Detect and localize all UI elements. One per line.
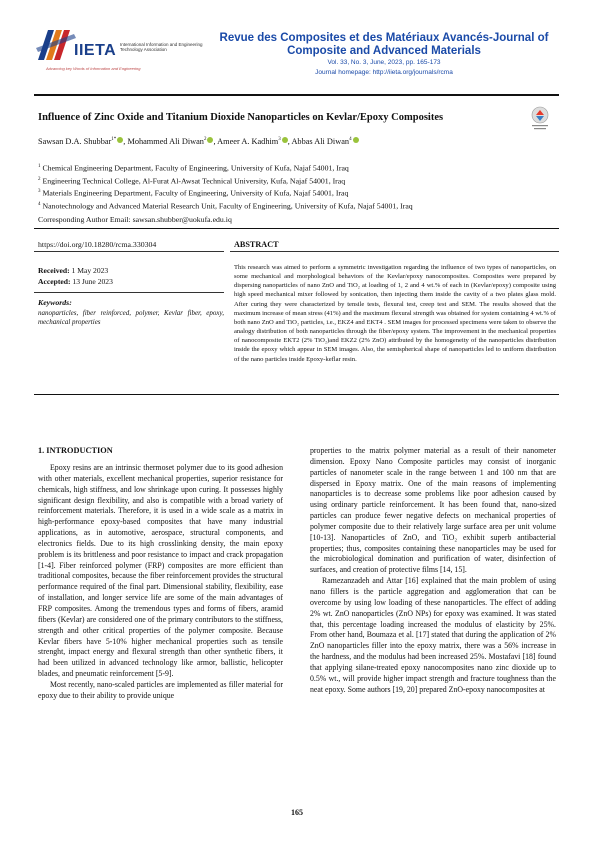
affiliation-text: Engineering Technical College, Al-Furat Al-Awsat Technical University, Kufa, Najaf 54001, Iraq xyxy=(42,176,346,186)
affiliation-item xyxy=(38,161,558,174)
crossmark-icon[interactable] xyxy=(530,106,550,132)
paragraph: Ramezanzadeh and Attar [16] explained that the main problem of using nano fillers is the particle aggregation and agglomeration that can be overcome by using low loading of these nanoparticles. The effect of adding 2% wt. ZnO nanoparticles (ZnO NPs) for epoxy was examined. It was stated that, this percentage loading increased the modulus of elasticity by 25%. From other hand, Boumaza et al. [17] stated that during the application of 2% ZnO nanoparticles filler into the epoxy matrix, there was a 56% increase in the hardness, and the modulus had been increased 25%. Mostafavi [18] found that applying silane-treated epoxy nanocomposites nano zinc dioxide up to 0.5% wt., will provide higher impact strength and fracture toughness than the neat epoxy. Some authors [19, 20] prepared ZnO-epoxy nanocomposites at xyxy=(310,576,556,694)
journal-volume-info: Vol. 33, No. 3, June, 2023, pp. 165-173 xyxy=(327,59,441,66)
homepage-link[interactable]: http://iieta.org/journals/rcma xyxy=(372,69,453,76)
affiliation-item xyxy=(38,199,558,212)
abstract-bottom-divider xyxy=(34,394,559,395)
dates-divider xyxy=(34,292,224,293)
homepage-label: Journal homepage: xyxy=(315,69,373,76)
affiliation-number: 4 xyxy=(38,201,41,207)
affiliation-number: 1 xyxy=(38,164,41,169)
doi-link[interactable]: https://doi.org/10.18280/rcma.330304 xyxy=(38,240,157,249)
abstract-divider xyxy=(230,251,559,252)
header-divider xyxy=(34,94,559,96)
author-name: Ameer A. Kadhim xyxy=(217,137,279,146)
orcid-icon[interactable] xyxy=(282,137,288,143)
keywords-label: Keywords: xyxy=(38,298,72,307)
logo-text: IIETA xyxy=(74,42,117,59)
paragraph: properties to the matrix polymer material as a result of their nanometer dimension. Epoxy Nano Composite particles may consist of inorganic particles of nanometer scale in the range between 1 and 100 nm that are dispersed in Epoxy matrix. One of the main reasons of implementing nanoparticles is to decrease some problems like poor adhesion caused by using ordinary particle reinforcement. It has been found that, nano-sized particles can produce fewer negative defects on mechanical properties of polymer composite due to their relatively large surface area per unit volume [10-13]. Nanoparticles of ZnO, and TiO₂ exhibit superb antibacterial properties; thus, composites containing these nanoparticles may be used for the microbiological domination and purification of water, disinfection of surfaces, and creation of protective films [14, 15]. xyxy=(310,446,556,575)
page-number: 165 xyxy=(291,808,303,817)
received-date xyxy=(38,266,108,275)
author-name: Sawsan D.A. Shubbar xyxy=(38,137,112,146)
affiliation-text: Materials Engineering Department, Faculty of Engineering, University of Kufa, Najaf 54001, Iraq xyxy=(42,188,349,198)
paragraph: Most recently, nano-scaled particles are implemented as filler material for epoxy due to their ability to provide unique xyxy=(38,679,283,700)
accepted-label: Accepted: xyxy=(38,277,71,286)
affiliation-divider xyxy=(34,228,559,229)
author-list: Sawsan D.A. Shubbar$^{1*}$ , Mohammed Ali Diwan$^2$ , Ameer A. Kadhim$^3$ , Abbas Ali Diwan$^4$ xyxy=(38,137,538,146)
orcid-icon[interactable] xyxy=(353,137,359,143)
journal-homepage xyxy=(214,69,554,76)
abstract-text: This research was aimed to perform a symmetric investigation regarding the influence of two types of nanoparticles, on some mechanical and morphological behaviors of the Kevlar/epoxy nanocomposites. Composites were prepared by dispersing nanoparticles of nano ZnO and TiO₂ at loading of 1, 2 and 4 wt.% of each in (Kevlar/epoxy) composite using high speed mechanical mixer followed by sonication, then injecting them inside the cavity of a two plates glass mold. After curing they were characterized by tensile tests, flexural test, creep test and SEM. The results showed that the maximum increase of mean stress (41%) and the maximum flexural strength was obtained for system containing 4 wt.% of both nano ZnO and TiO₂ particles, i.e., EKZ4 and EKT4 . SEM images for processed specimens were taken to observe the analogy distribution of both nanoparticles through the fiber/epoxy system. The improvement in the mechanical properties of nanocomposite EKT2 (2% TiO₂)and EKZ2 (2% ZnO) attributed by the homogeneity of the nanoparticles distribution inside the epoxy which appear in SEM images. Also, the semispherical shape of nanoparticles led to uniform distribution of the nano particles inside Epoxy-keflar resin. xyxy=(234,264,556,363)
author-sup: 3 xyxy=(278,137,281,143)
right-column xyxy=(310,446,556,695)
accepted-value: 13 June 2023 xyxy=(72,277,113,286)
affiliation-text: Chemical Engineering Department, Faculty of Engineering, University of Kufa, Najaf 54001, Iraq xyxy=(42,163,349,173)
author-sup: 4 xyxy=(349,137,352,143)
orcid-icon[interactable] xyxy=(117,137,123,143)
received-label: Received: xyxy=(38,266,70,275)
author-sup: 2 xyxy=(203,137,207,143)
section-heading: 1. INTRODUCTION xyxy=(38,446,113,455)
paragraph: Epoxy resins are an intrinsic thermoset polymer due to its good adhesion with other materials, excellent mechanical properties, superior resistance for chemicals, high stiffness, and low shrinkage upon curing. It possesses highly significant design flexibility, and also is compatible with a broad variety of reinforcement materials. Therefore, it is used in a wide scale as a matrix in high-performance epoxy-based composites that have many industrial applications, as in automotive, aerospace, structural components, and electronics fields. Due to its high crosslinking density, the main epoxy problem is its brittleness and poor resistance to impact and crack propagation [1-4]. Fiber reinforced polymer (FRP) composites are more efficient than traditional composites, because the fiber reinforcement provides the structural performance required of the final part. Dimensional stability, flexibility, ease of installation, and longer service life are some of the main advantages of FRP composites. Among the tremendous types and forms of fibers, aramid fibers (Kevlar) are considered one of the primary contributors to the stiffness, strength and other critical properties of the polymer composite. Because Kevlar fibers have 5-10% higher mechanical properties such as tensile strenght, impact energy and flexural strength than other synthetic fibers, it had been utilized in advanced technology like armor, ballistic, helicopter blades, and pneumatic reinforcement [5-9]. xyxy=(38,463,283,679)
journal-title: Revue des Composites et des Matériaux Avancés-Journal of Composite and Advanced Materials xyxy=(219,32,549,57)
affiliation-item xyxy=(38,186,558,199)
orcid-icon[interactable] xyxy=(207,137,213,143)
affiliation-number: 3 xyxy=(38,189,41,195)
affiliation-item xyxy=(38,174,558,187)
doi-divider xyxy=(34,251,224,252)
author-sup: 1* xyxy=(111,137,117,143)
abstract-heading: ABSTRACT xyxy=(234,240,279,249)
logo-tagline: Advancing key Words of Information and Engineering xyxy=(46,66,141,71)
accepted-date xyxy=(38,277,113,286)
corresponding-author[interactable]: Corresponding Author Email: sawsan.shubber@uokufa.edu.iq xyxy=(38,215,232,224)
keywords-text: nanoparticles, fiber reinforced, polymer, Kevlar fiber, epoxy, mechanical properties xyxy=(38,309,224,326)
affiliation-list xyxy=(38,161,558,211)
affiliation-number: 2 xyxy=(38,176,41,182)
received-value: 1 May 2023 xyxy=(71,266,109,275)
author-name: Mohammed Ali Diwan xyxy=(127,137,204,146)
author-name: Abbas Ali Diwan xyxy=(291,137,350,146)
logo-subtitle: International Information and Engineering Technology Association xyxy=(120,42,203,52)
paper-title: Influence of Zinc Oxide and Titanium Dioxide Nanoparticles on Kevlar/Epoxy Composites xyxy=(38,112,444,123)
publisher-logo xyxy=(34,22,204,76)
affiliation-text: Nanotechnology and Advanced Material Research Unit, Faculty of Engineering, University of Kufa, Najaf 54001, Iraq xyxy=(42,201,413,211)
left-column xyxy=(38,463,283,702)
